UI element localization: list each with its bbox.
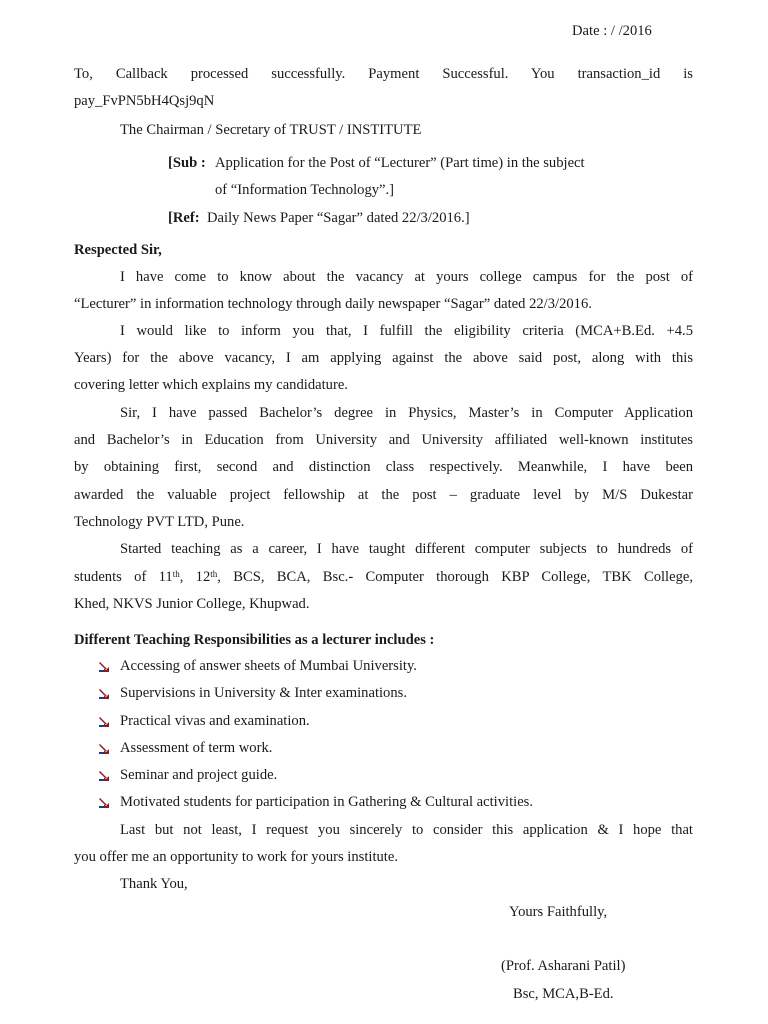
transaction-id: pay_FvPN5bH4Qsj9qN	[74, 93, 215, 109]
paragraph-2-line: I would like to inform you that, I fulfill the eligibility criteria (MCA+B.Ed. +4.5	[120, 323, 693, 339]
paragraph-3-line: Technology PVT LTD, Pune.	[74, 514, 245, 530]
paragraph-3-line: Sir, I have passed Bachelor’s degree in Physics, Master’s in Computer Application	[120, 405, 693, 421]
list-item: Accessing of answer sheets of Mumbai University.	[120, 658, 417, 674]
arrow-bullet-icon	[98, 743, 110, 755]
to-line: To, Callback processed successfully. Payment Successful. You transaction_id is	[74, 66, 693, 82]
thank-you: Thank You,	[120, 876, 188, 892]
paragraph-3-line: by obtaining first, second and distinction class respectively. Meanwhile, I have been	[74, 459, 693, 475]
paragraph-1-line: I have come to know about the vacancy at yours college campus for the post of	[120, 269, 693, 285]
paragraph-2-line: Years) for the above vacancy, I am applying against the above said post, along with this	[74, 350, 693, 366]
paragraph-3-line: and Bachelor’s in Education from University and University affiliated well-known institutes	[74, 432, 693, 448]
paragraph-4-line: Started teaching as a career, I have taught different computer subjects to hundreds of	[120, 541, 693, 557]
signatory-qualifications: Bsc, MCA,B-Ed.	[513, 986, 614, 1002]
list-item: Supervisions in University & Inter examinations.	[120, 685, 407, 701]
paragraph-3-line: awarded the valuable project fellowship at the post – graduate level by M/S Dukestar	[74, 487, 693, 503]
paragraph-4-line: students of 11th, 12th, BCS, BCA, Bsc.- Computer thorough KBP College, TBK College,	[74, 569, 694, 585]
reference-label: [Ref:	[168, 210, 200, 226]
addressee: The Chairman / Secretary of TRUST / INSTITUTE	[120, 122, 422, 138]
list-item: Assessment of term work.	[120, 740, 273, 756]
list-item: Practical vivas and examination.	[120, 713, 310, 729]
paragraph-2-line: covering letter which explains my candidature.	[74, 377, 348, 393]
arrow-bullet-icon	[98, 797, 110, 809]
paragraph-4-line: Khed, NKVS Junior College, Khupwad.	[74, 596, 310, 612]
arrow-bullet-icon	[98, 661, 110, 673]
subject-text: Application for the Post of “Lecturer” (Part time) in the subject	[215, 155, 585, 171]
reference-text: Daily News Paper “Sagar” dated 22/3/2016.]	[207, 210, 470, 226]
subject-text-cont: of “Information Technology”.]	[215, 182, 395, 198]
closing-line: Last but not least, I request you sincerely to consider this application & I hope that	[120, 822, 693, 838]
date-line: Date : / /2016	[572, 23, 652, 39]
responsibilities-heading: Different Teaching Responsibilities as a lecturer includes :	[74, 632, 435, 648]
yours-faithfully: Yours Faithfully,	[509, 904, 608, 920]
signatory-name: (Prof. Asharani Patil)	[501, 958, 626, 974]
arrow-bullet-icon	[98, 688, 110, 700]
salutation: Respected Sir,	[74, 242, 162, 258]
closing-line: you offer me an opportunity to work for yours institute.	[74, 849, 398, 865]
arrow-bullet-icon	[98, 770, 110, 782]
paragraph-1-line: “Lecturer” in information technology through daily newspaper “Sagar” dated 22/3/2016.	[74, 296, 592, 312]
arrow-bullet-icon	[98, 716, 110, 728]
list-item: Motivated students for participation in Gathering & Cultural activities.	[120, 794, 533, 810]
subject-label: [Sub :	[168, 155, 206, 171]
list-item: Seminar and project guide.	[120, 767, 278, 783]
